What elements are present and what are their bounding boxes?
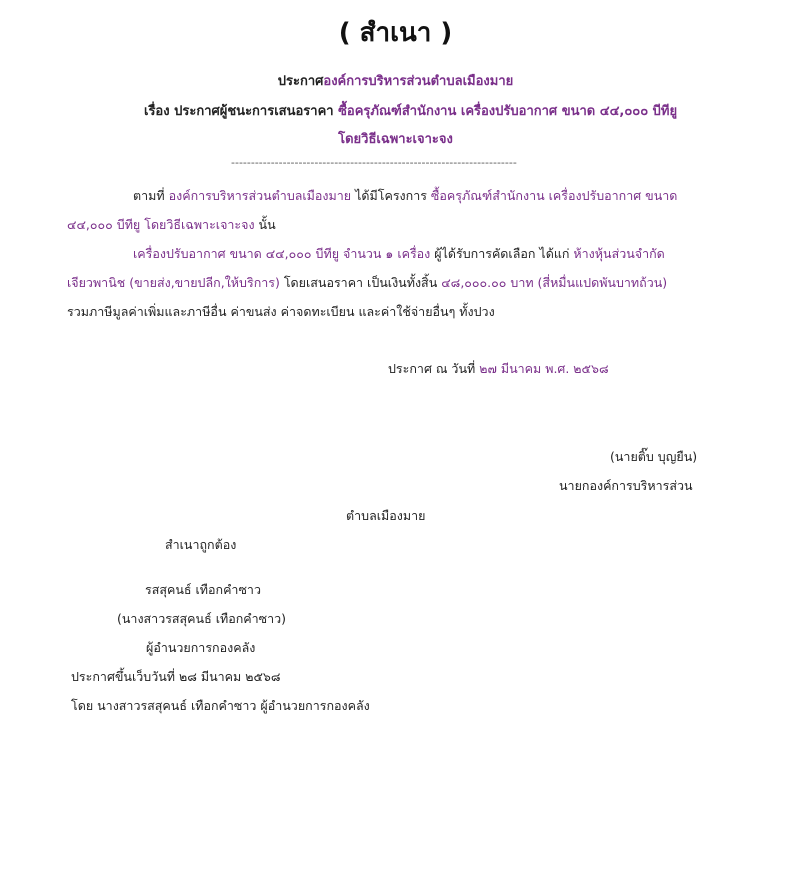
paragraph-1-line-1	[133, 187, 677, 205]
announcement-subject	[144, 100, 677, 121]
announce-prefix: ประกาศ ณ วันที่	[388, 361, 480, 376]
posted-by: โดย นางสาวรสสุคนธ์ เทือกคำซาว ผู้อำนวยการกองคลัง	[71, 698, 370, 713]
p2-text-e: โดยเสนอราคา เป็นเงินทั้งสิ้น	[279, 275, 442, 290]
copy-signer-name: (นางสาวรสสุคนธ์ เทือกคำซาว)	[117, 611, 287, 626]
signer-position-1: นายกองค์การบริหารส่วน	[559, 478, 693, 493]
heading-prefix: ประกาศ	[277, 74, 324, 89]
posted-date: ประกาศขึ้นเว็บวันที่ ๒๘ มีนาคม ๒๕๖๘	[71, 669, 281, 684]
p1-text-c: ได้มีโครงการ	[351, 188, 431, 203]
signer-name: (นายติ๊บ บุญยืน)	[610, 449, 698, 464]
p1-org: องค์การบริหารส่วนตำบลเมืองมาย	[168, 188, 352, 203]
signer-position-2: ตำบลเมืองมาย	[346, 508, 426, 523]
p2-vendor-cont: เจียวพานิช (ขายส่ง,ขายปลีก,ให้บริการ)	[67, 275, 280, 290]
separator-line: ------------------------------------------------------------------------	[231, 156, 517, 169]
p1-text-a: ตามที่	[133, 188, 169, 203]
p1-project: ซื้อครุภัณฑ์สำนักงาน เครื่องปรับอากาศ ขนาด	[430, 188, 678, 203]
p1-project-cont: ๔๔,๐๐๐ บีทียู โดยวิธีเฉพาะเจาะจง	[67, 217, 255, 232]
organization-name: องค์การบริหารส่วนตำบลเมืองมาย	[323, 74, 514, 89]
announce-date-line	[388, 360, 609, 378]
subject-prefix: เรื่อง ประกาศผู้ชนะการเสนอราคา	[144, 104, 339, 119]
paragraph-2-line-2	[67, 274, 667, 292]
paragraph-1-line-2	[67, 216, 276, 234]
copy-signature: รสสุคนธ์ เทือกคำซาว	[145, 582, 261, 597]
p2-item: เครื่องปรับอากาศ ขนาด ๔๔,๐๐๐ บีทียู จำนวน ๑ เครื่อง	[133, 246, 431, 261]
document-title: ( สำเนา )	[338, 18, 453, 48]
p2-vendor: ห้างหุ้นส่วนจำกัด	[573, 246, 665, 261]
paragraph-2-line-1	[133, 245, 665, 263]
announcement-heading	[0, 70, 791, 91]
subject-item: ซื้อครุภัณฑ์สำนักงาน เครื่องปรับอากาศ ขนาด ๔๔,๐๐๐ บีทียู	[338, 104, 678, 119]
procurement-method: โดยวิธีเฉพาะเจาะจง	[338, 132, 453, 147]
certified-copy-label: สำเนาถูกต้อง	[165, 537, 237, 552]
p2-text-b: ผู้ได้รับการคัดเลือก ได้แก่	[430, 246, 574, 261]
announce-date: ๒๗ มีนาคม พ.ศ. ๒๕๖๘	[479, 361, 609, 376]
copy-signer-position: ผู้อำนวยการกองคลัง	[146, 640, 256, 655]
p1-text-f: นั้น	[254, 217, 276, 232]
p2-amount: ๔๘,๐๐๐.๐๐ บาท (สี่หมื่นแปดพันบาทถ้วน)	[441, 275, 668, 290]
paragraph-2-line-3: รวมภาษีมูลค่าเพิ่มและภาษีอื่น ค่าขนส่ง ค่าจดทะเบียน และค่าใช้จ่ายอื่นๆ ทั้งปวง	[67, 304, 495, 319]
